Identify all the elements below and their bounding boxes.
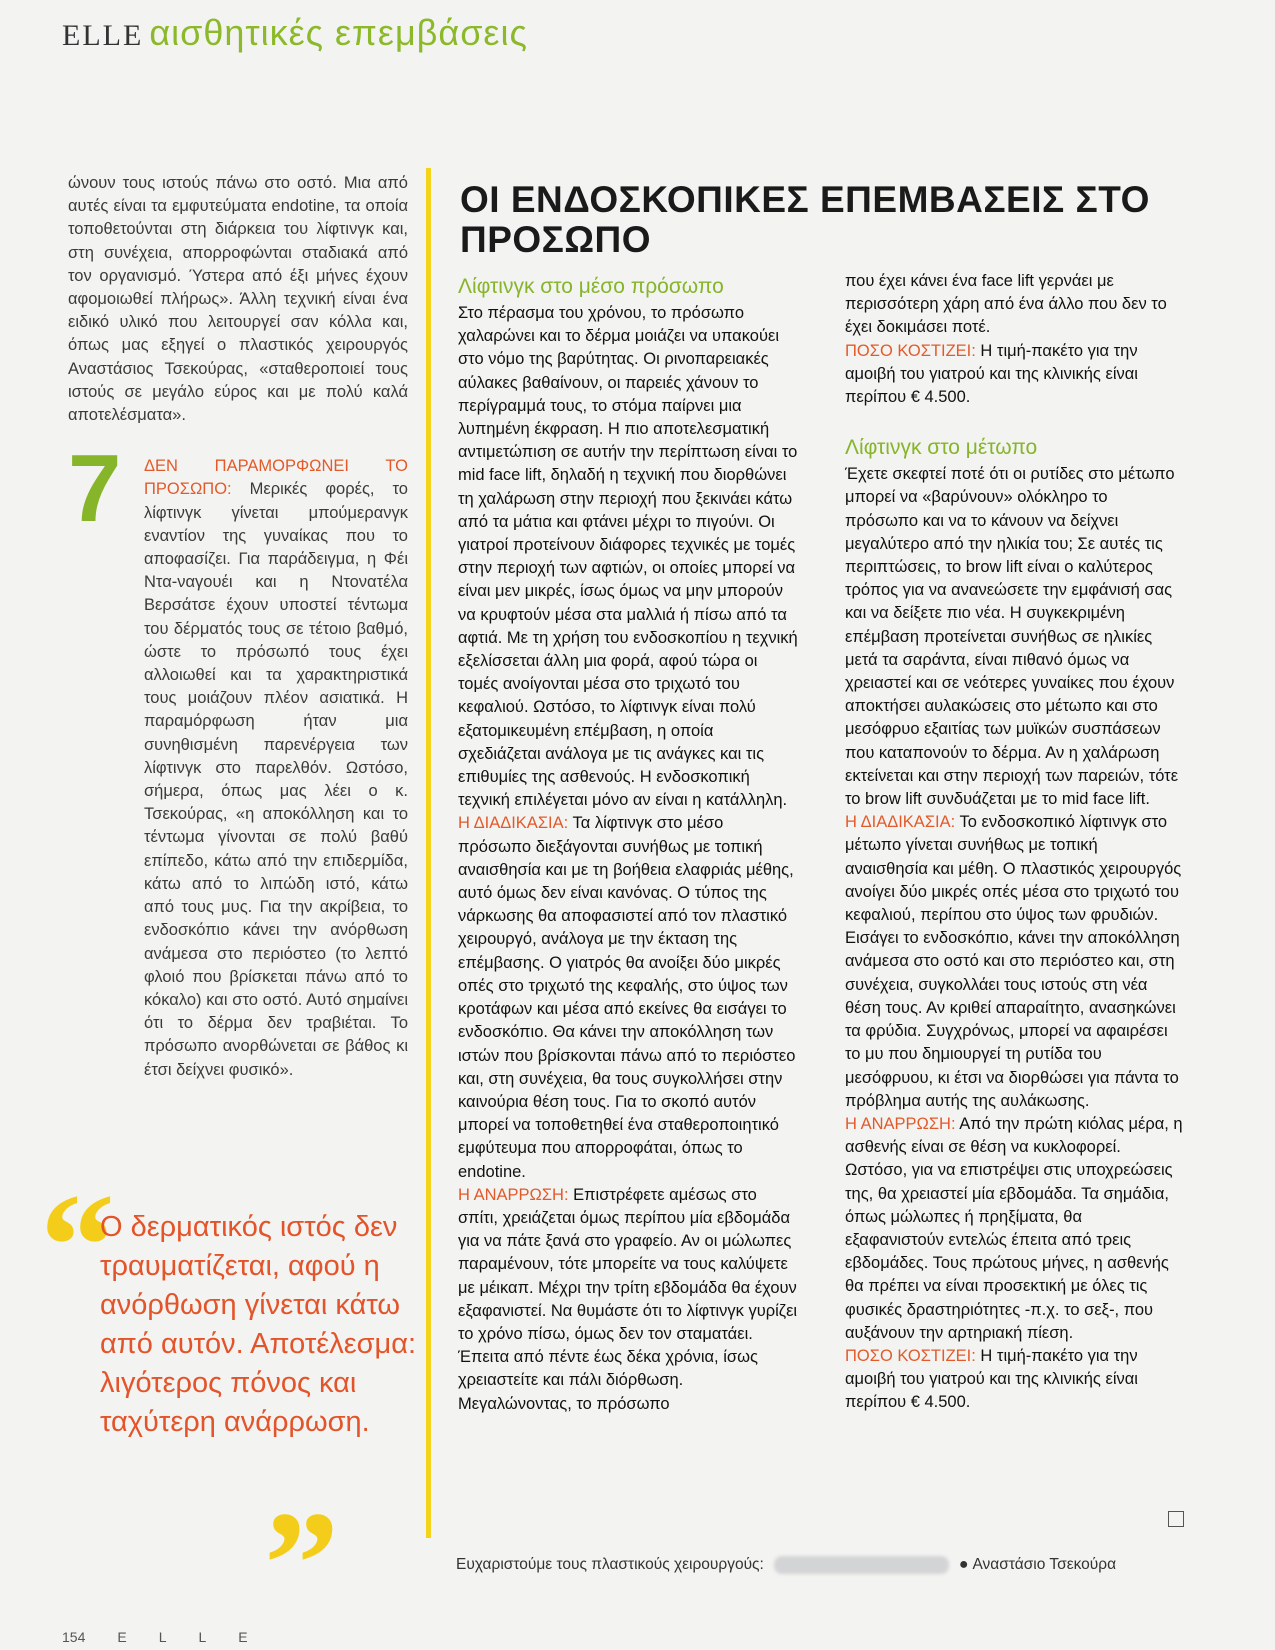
mid-recovery-paragraph [458, 1184, 798, 1416]
procedure-label: Η ΔΙΑΔΙΚΑΣΙΑ: [845, 813, 956, 832]
cost-label: ΠΟΣΟ ΚΟΣΤΙΖΕΙ: [845, 1346, 976, 1365]
right-continued-paragraph: που έχει κάνει ένα face lift γερνάει με περισσότερη χάρη από ένα άλλο που δεν το έχει δοκιμάσει ποτέ. [845, 272, 1167, 337]
section-title: αισθητικές επεμβάσεις [149, 12, 528, 53]
cost-text: Η τιμή-πακέτο για την αμοιβή του γιατρού και της κλινικής είναι περίπου € 4.500. [845, 341, 1138, 407]
cost-text: Η τιμή-πακέτο για την αμοιβή του γιατρού και της κλινικής είναι περίπου € 4.500. [845, 1346, 1138, 1412]
right-column [845, 270, 1185, 1415]
recovery-label: Η ΑΝΑΡΡΩΣΗ: [845, 1114, 956, 1133]
end-of-article-icon [1168, 1511, 1184, 1527]
procedure-text: Το ενδοσκοπικό λίφτινγκ στο μέτωπο γίνεται συνήθως με τοπική αναισθησία και μέθη. Ο πλαστικός χειρουργός ανοίγει δύο μικρές οπές μέσα στο τριχωτό του κεφαλιού, περίπου στο ύψος των φρυδιών. Εισάγει το ενδοσκόπιο, κάνει την αποκόλληση ανάμεσα στο οστό και στο περιόστεο και, στη συνέχεια, συγκολλάει τους ιστούς στη νέα θέση τους. Αν κριθεί απαραίτητο, ανασηκώνει τα φρύδια. Συγχρόνως, μπορεί να αφαιρέσει το μυ που δημιουργεί τη ρυτίδα του μεσόφρυου, κι έτσι να διορθώσει για πάντα το πρόβλημα αυτής της αυλάκωσης. [845, 813, 1182, 1110]
recovery-text: Από την πρώτη κιόλας μέρα, η ασθενής είναι σε θέση να κυκλοφορεί. Ωστόσο, για να επιστρέψει στις υποχρεώσεις της, θα χρειαστεί μία εβδομάδα. Τα σημάδια, όπως μώλωπες ή πρηξίματα, θα εξαφανιστούν εντελώς έπειτα από τρεις εβδομάδες. Τους πρώτους μήνες, η ασθενής θα πρέπει να είναι προσεκτική με όλες τις φυσικές δραστηριότητες -π.χ. το σεξ-, που αυξάνουν την αρτηριακή πίεση. [845, 1114, 1183, 1342]
spacer [845, 409, 1185, 435]
recovery-label: Η ΑΝΑΡΡΩΣΗ: [458, 1185, 569, 1204]
mid-body-paragraph: Στο πέρασμα του χρόνου, το πρόσωπο χαλαρώνει και το δέρμα μοιάζει να υπακούει στο νόμο της βαρύτητας. Οι ρινοπαρειακές αύλακες βαθαίνουν, οι παρειές χάνουν το περίγραμμά τους, το στόμα παίρνει μια λυπημένη έκφραση. Η πιο αποτελεσματική αντιμετώπιση σε αυτήν την περίπτωση είναι το mid face lift, δηλαδή η τεχνική που διορθώνει τη χαλάρωση στην περιοχή που ξεκινάει κάτω από τα μάτια και φτάνει μέχρι το πιγούνι. Οι γιατροί προτείνουν διάφορες τεχνικές με τομές στην περιοχή των αφτιών, οι οποίες μπορεί να είναι μεν μικρές, ίσως όμως να μην μπορούν να κρυφτούν μέσα στα μαλλιά ή πίσω από τα αφτιά. Με τη χρήση του ενδοσκοπίου η τεχνική εξελίσσεται άλλη μια φορά, αφού τώρα οι τομές ανοίγονται μέσα στο τριχωτό του κεφαλιού. Ωστόσο, το λίφτινγκ είναι πολύ εξατομικευμένη επέμβαση, η οποία σχεδιάζεται ανάλογα με τις ανάγκες και τις επιθυμίες της ασθενούς. Η ενδοσκοπική τεχνική επιλέγεται μόνο αν είναι η κατάλληλη. [458, 304, 798, 810]
left-column [68, 172, 408, 1082]
cost-paragraph-2 [845, 1345, 1185, 1415]
article-headline: ΟΙ ΕΝΔΟΣΚΟΠΙΚΕΣ ΕΠΕΜΒΑΣΕΙΣ ΣΤΟ ΠΡΟΣΩΠΟ [460, 179, 1150, 260]
right-recovery-paragraph [845, 1113, 1185, 1345]
numbered-section-label: ΔΕΝ ΠΑΡΑΜΟΡΦΩΝΕΙ ΤΟ ΠΡΟΣΩΠΟ: [144, 457, 408, 499]
subhead-brow-lift: Λίφτινγκ στο μέτωπο [845, 436, 1038, 460]
redacted-name [774, 1556, 949, 1574]
numbered-section-text [68, 455, 408, 1081]
cost-label: ΠΟΣΟ ΚΟΣΤΙΖΕΙ: [845, 341, 976, 360]
page-number: 154 [62, 1629, 86, 1645]
acknowledgement-text: Ευχαριστούμε τους πλαστικούς χειρουργούς: [456, 1556, 764, 1573]
page-header [62, 12, 528, 62]
numbered-section-7 [68, 435, 408, 1081]
section-number: 7 [68, 435, 122, 543]
pull-quote: Ο δερματικός ιστός δεν τραυματίζεται, αφού η ανόρθωση γίνεται κάτω από αυτόν. Αποτέλεσμα: λιγότερος πόνος και ταχύτερη ανάρρωση. [100, 1211, 417, 1438]
footer-brand: ELLE [117, 1629, 280, 1645]
surgeon-name: Αναστάσιο Τσεκούρα [972, 1556, 1117, 1573]
right-body-paragraph: Έχετε σκεφτεί ποτέ ότι οι ρυτίδες στο μέτωπο μπορεί να «βαρύνουν» ολόκληρο το πρόσωπο και να το κάνουν να δείχνει μεγαλύτερο από την ηλικία του; Σε αυτές τις περιπτώσεις, το brow lift είναι ο καλύτερος τρόπος για να ανανεώσετε την εμφάνισή σας και να δείξετε πιο νέα. Η συγκεκριμένη επέμβαση προτείνεται συνήθως σε ηλικίες μετά τα σαράντα, είναι πιθανό όμως να χρειαστεί και σε νεότερες γυναίκες που έχουν αποκτήσει αυλακώσεις στο μέτωπο και στο μεσόφρυο εξαιτίας των μυϊκών συσπάσεων που καταπονούν το δέρμα. Αν η χαλάρωση εκτείνεται και στην περιοχή των παρειών, τότε το brow lift συνδυάζεται με το mid face lift. [845, 465, 1179, 809]
subhead-mid-face-lift: Λίφτινγκ στο μέσο πρόσωπο [458, 275, 724, 298]
elle-logo: ELLE [62, 19, 144, 52]
procedure-label: Η ΔΙΑΔΙΚΑΣΙΑ: [458, 814, 569, 833]
acknowledgement-line [456, 1556, 1216, 1574]
middle-column [458, 274, 798, 1416]
cost-paragraph-1 [845, 340, 1185, 410]
procedure-text: Τα λίφτινγκ στο μέσο πρόσωπο διεξάγονται συνήθως με τοπική αναισθησία και με τη βοήθεια ελαφριάς μέθης, αυτό όμως δεν είναι κανόνας. Ο τύπος της νάρκωσης θα αποφασιστεί από τον πλαστικό χειρουργό, ανάλογα με την έκταση της επέμβασης. Ο γιατρός θα ανοίξει δύο μικρές οπές στο τριχωτό της κεφαλής, στο ύψος των κροτάφων και μέσα από εκείνες θα εισάγει το ενδοσκόπιο. Θα κάνει την αποκόλληση των ιστών που βρίσκονται πάνω από το περιόστεο και, στη συνέχεια, θα τους συγκολλήσει στην καινούρια θέση τους. Για το σκοπό αυτόν μπορεί να τοποθετηθεί ένα σταθεροποιητικό εμφύτευμα που απορροφάται, όπως το endotine. [458, 814, 796, 1181]
left-intro-paragraph: ώνουν τους ιστούς πάνω στο οστό. Μια από αυτές είναι τα εμφυτεύματα endotine, τα οποία τοποθετούνται στη διάρκεια του λίφτινγκ και, στη συνέχεια, απορροφώνται σταδιακά από τον οργανισμό. Ύστερα από έξι μήνες έχουν αφομοιωθεί πλήρως». Άλλη τεχνική είναι ένα ειδικό υλικό που λειτουργεί σαν κόλλα και, όπως μας εξηγεί ο πλαστικός χειρουργός Αναστάσιος Τσεκούρας, «σταθεροποιεί τους ιστούς σε μεγάλο εύρος και με πολύ καλά αποτελέσματα». [68, 174, 408, 425]
column-divider [426, 168, 431, 1538]
numbered-section-body: Μερικές φορές, το λίφτινγκ γίνεται μπούμερανγκ εναντίον της γυναίκας που το αποφασίζει. Για παράδειγμα, η Φέι Ντα-ναγουέι και η Ντονατέλα Βερσάτσε έχουν υποστεί τέντωμα του δέρματός τους σε τέτοιο βαθμό, ώστε το πρόσωπό τους έχει αλλοιωθεί και τα χαρακτηριστικά τους μοιάζουν πλέον ασιατικά. Η παραμόρφωση ήταν μια συνηθισμένη παρενέργεια των λίφτινγκ στο παρελθόν. Ωστόσο, σήμερα, όπως μας λέει ο κ. Τσεκούρας, «η αποκόλληση και το τέντωμα γίνονται σε πολύ βαθύ επίπεδο, κάτω από την επιδερμίδα, κάτω από το λιπώδη ιστό, κάτω από τους μυς. Για την ακρίβεια, το ενδοσκόπιο κάνει την ανόρθωση ανάμεσα στο περιόστεο (το λεπτό φλοιό που βρίσκεται πάνω από το κόκαλο) και στο οστό. Αυτό σημαίνει ότι το δέρμα δεν τραβιέται. Το πρόσωπο ανορθώνεται σε βάθος κι έτσι δείχνει φυσικό». [144, 480, 408, 1079]
right-procedure-paragraph [845, 811, 1185, 1113]
bullet-icon: ● [958, 1556, 969, 1573]
open-quote-icon: “ [40, 1163, 115, 1329]
mid-procedure-paragraph [458, 812, 798, 1183]
close-quote-icon: ” [264, 1481, 339, 1647]
recovery-text: Επιστρέφετε αμέσως στο σπίτι, χρειάζεται όμως περίπου μία εβδομάδα για να πάτε ξανά στο γραφείο. Αν οι μώλωπες παραμένουν, τότε μπορείτε να τους καλύψετε με μέικαπ. Μέχρι την τρίτη εβδομάδα θα έχουν εξαφανιστεί. Να θυμάστε ότι το λίφτινγκ γυρίζει το χρόνο πίσω, όμως δεν τον σταματάει. Έπειτα από πέντε έως δέκα χρόνια, ίσως χρειαστείτε και πάλι διόρθωση. Μεγαλώνοντας, το πρόσωπο [458, 1185, 798, 1413]
page-footer [62, 1629, 280, 1645]
